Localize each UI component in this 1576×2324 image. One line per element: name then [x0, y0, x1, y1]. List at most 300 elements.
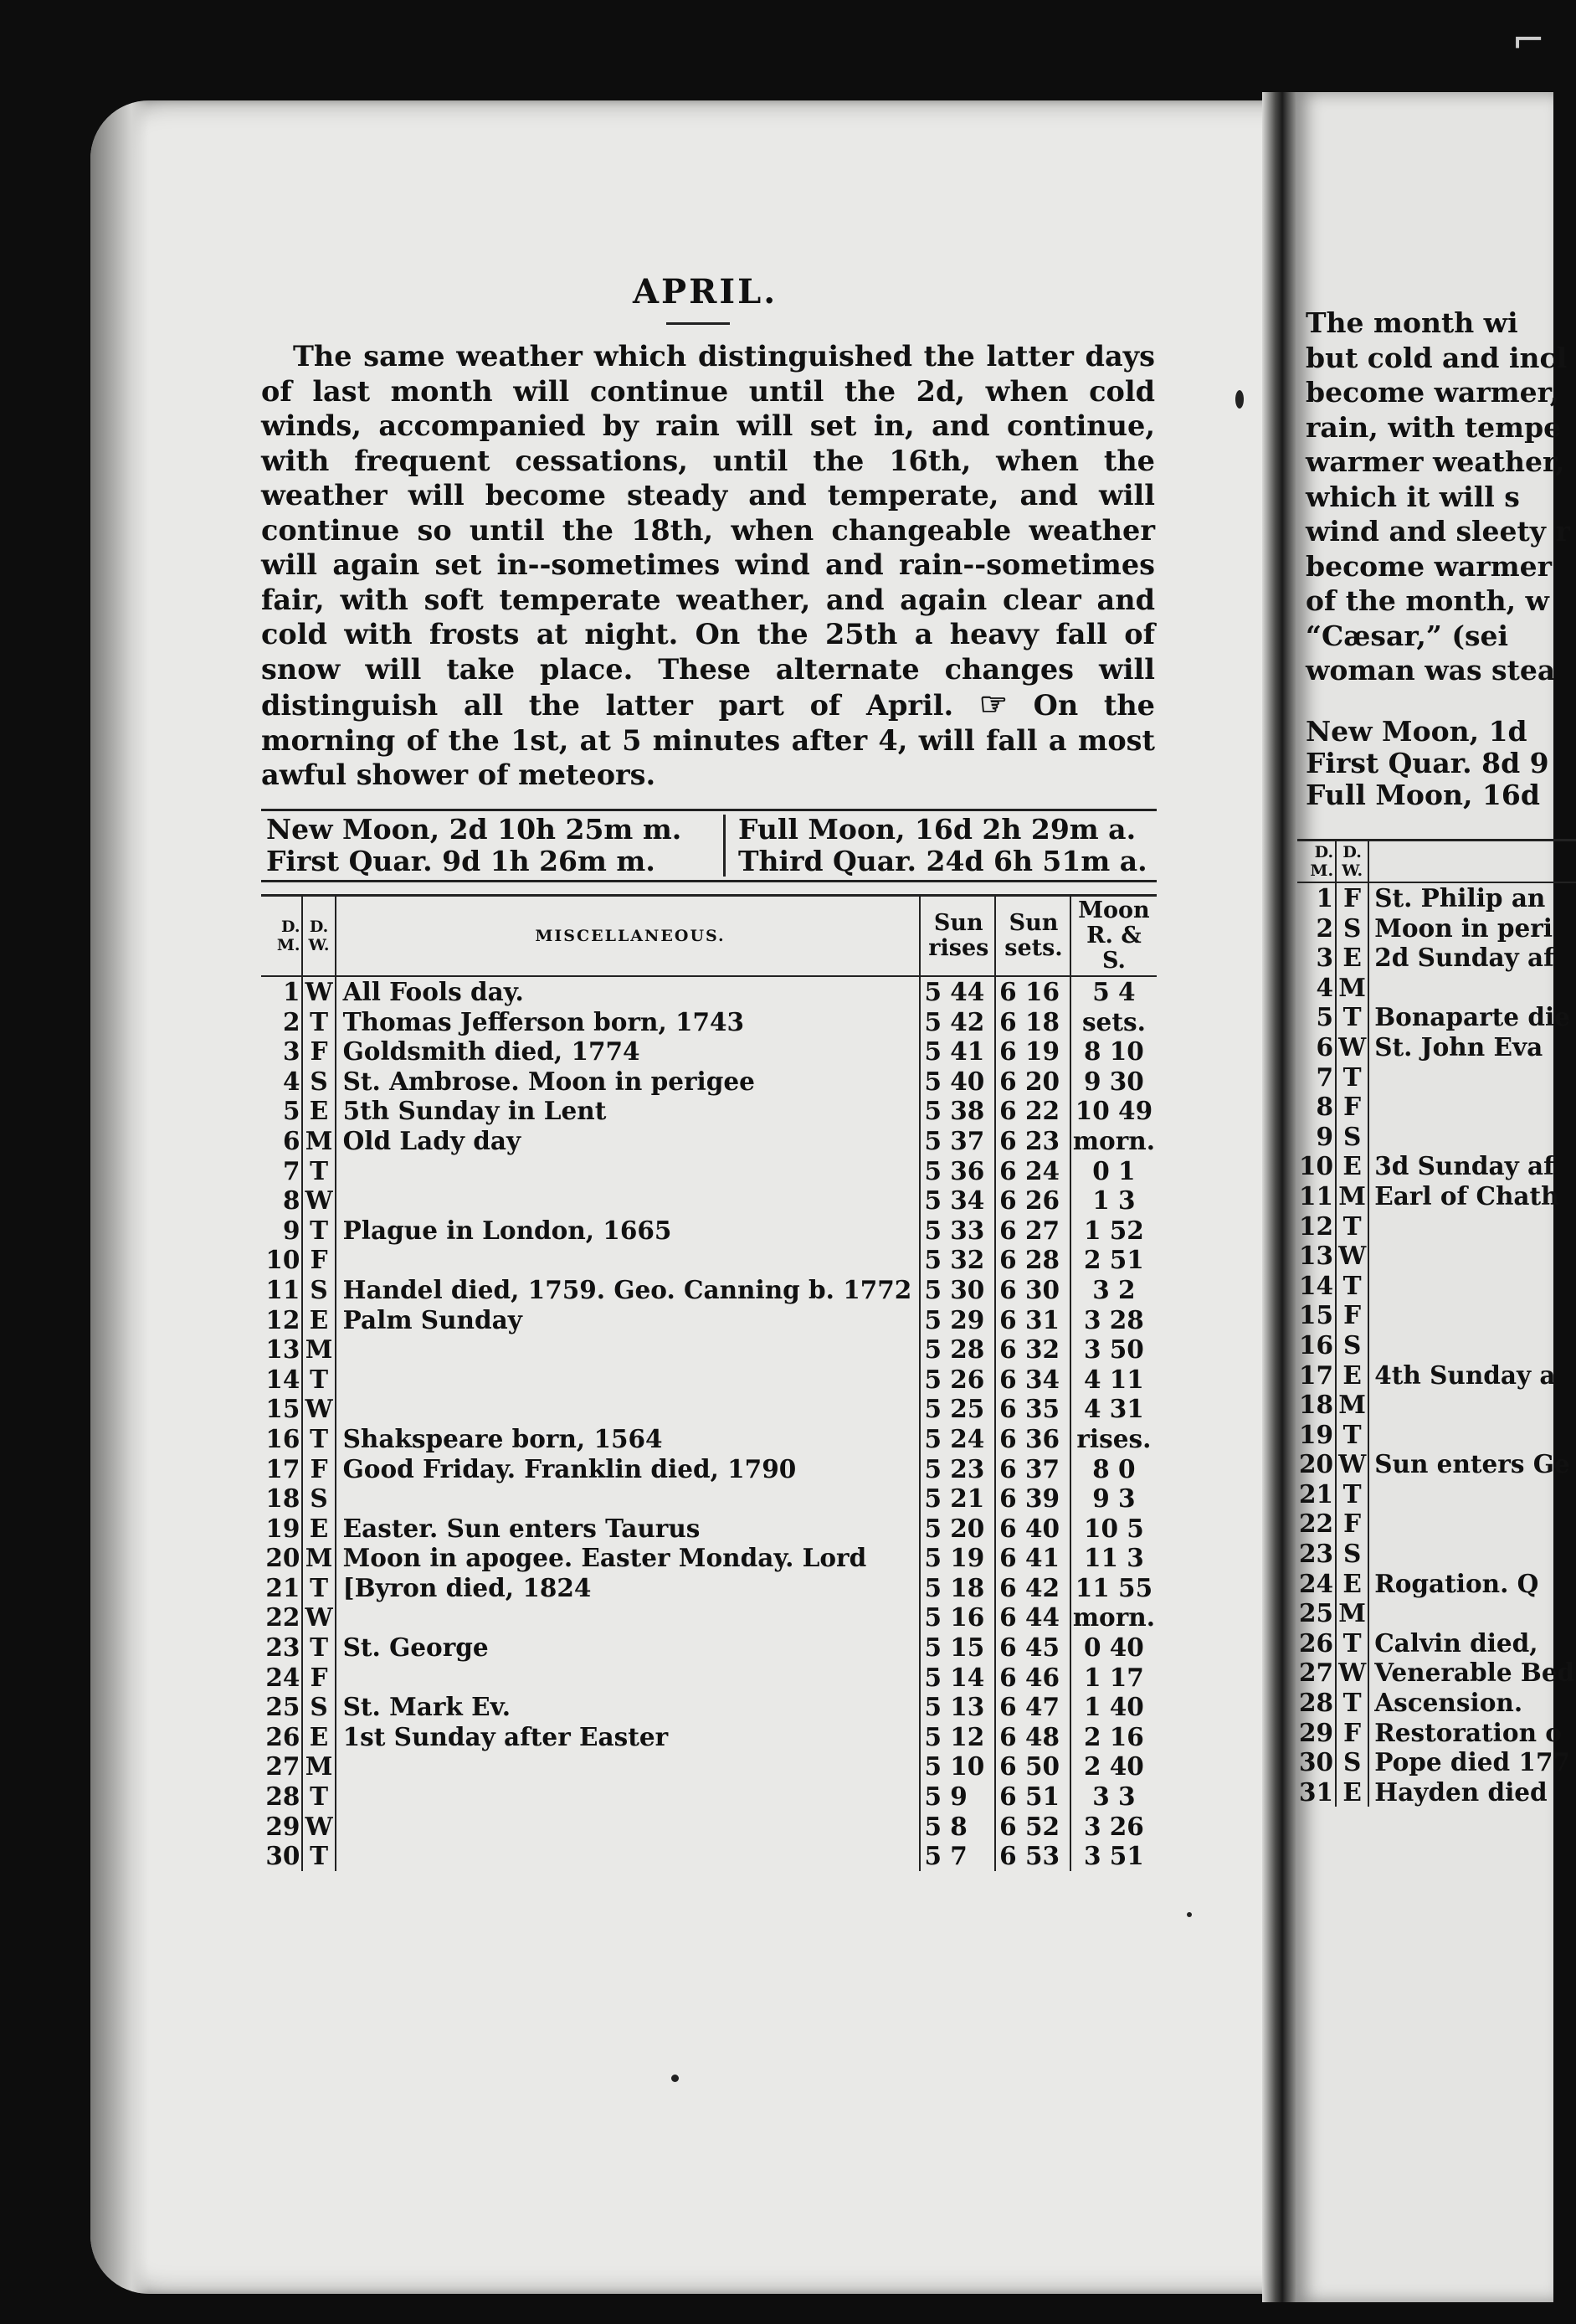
right-day-of-week: T	[1336, 1479, 1368, 1509]
sunrise-time: 5 9	[920, 1782, 995, 1812]
right-day-of-month: 29	[1299, 1717, 1334, 1747]
day-of-month: 15	[265, 1394, 300, 1424]
table-row	[261, 1245, 1157, 1275]
right-miscellaneous-note	[1368, 1211, 1576, 1242]
right-phase-line: First Quar. 8d 9	[1306, 747, 1549, 779]
sunrise-time: 5 41	[920, 1036, 995, 1067]
miscellaneous-note: All Fools day.	[342, 977, 524, 1006]
sunrise-time: 5 23	[920, 1454, 995, 1484]
right-day-of-week: S	[1336, 913, 1368, 943]
miscellaneous-note: Handel died, 1759. Geo. Canning b. 1772	[342, 1274, 912, 1304]
right-miscellaneous-note	[1368, 1390, 1576, 1420]
sunrise-time: 5 16	[920, 1602, 995, 1632]
moon-rise-set: 1 40	[1083, 1692, 1144, 1722]
sunrise-time: 5 19	[920, 1543, 995, 1573]
right-miscellaneous-note: 3d Sunday af	[1374, 1151, 1554, 1181]
right-day-of-week: T	[1336, 1420, 1368, 1450]
miscellaneous-note: St. Mark Ev.	[342, 1692, 511, 1722]
right-intro-line: rain, with tempe	[1306, 410, 1562, 444]
new-moon: New Moon, 2d 10h 25m m.	[266, 813, 682, 846]
moon-rise-set: morn.	[1072, 1125, 1155, 1155]
moon-rise-set: 2 16	[1083, 1721, 1144, 1751]
right-miscellaneous-note	[1368, 1479, 1576, 1509]
day-of-week: T	[302, 1841, 335, 1871]
moon-rise-set: 3 28	[1083, 1304, 1144, 1334]
right-day-of-week: W	[1336, 1241, 1368, 1271]
day-of-month: 21	[265, 1572, 300, 1602]
miscellaneous-note	[336, 1782, 921, 1812]
right-miscellaneous-note	[1368, 1539, 1576, 1569]
day-of-month: 10	[265, 1245, 300, 1275]
day-of-week: M	[302, 1334, 335, 1365]
table-row	[261, 1722, 1157, 1752]
table-row	[261, 1751, 1157, 1782]
table-row	[261, 1394, 1157, 1424]
moon-rise-set: 10 5	[1083, 1513, 1144, 1543]
right-day-of-week: M	[1336, 973, 1368, 1003]
right-miscellaneous-note: 4th Sunday a	[1374, 1360, 1556, 1390]
day-of-week: F	[302, 1454, 335, 1484]
sunset-time: 6 36	[995, 1424, 1070, 1454]
miscellaneous-note: Thomas Jefferson born, 1743	[342, 1006, 745, 1036]
right-day-of-month: 16	[1299, 1329, 1334, 1360]
day-of-month: 14	[265, 1364, 300, 1394]
first-quarter: First Quar. 9d 1h 26m m.	[266, 845, 655, 877]
right-miscellaneous-note	[1368, 1241, 1576, 1271]
right-intro-line: but cold and incl	[1306, 341, 1568, 374]
miscellaneous-note: Good Friday. Franklin died, 1790	[342, 1453, 797, 1483]
right-day-of-month: 5	[1316, 1002, 1334, 1032]
moon-rise-set: 4 31	[1083, 1394, 1144, 1424]
table-row	[261, 1573, 1157, 1603]
miscellaneous-note: Old Lady day	[342, 1125, 521, 1155]
moon-rise-set: 4 11	[1083, 1364, 1144, 1394]
sunset-time: 6 34	[995, 1365, 1070, 1395]
table-row	[261, 1812, 1157, 1842]
miscellaneous-note	[336, 1841, 921, 1871]
sunset-time: 6 19	[995, 1036, 1070, 1067]
sunrise-time: 5 28	[920, 1334, 995, 1365]
sunset-time: 6 35	[995, 1394, 1070, 1424]
header-day-of-month: D. M.	[261, 896, 302, 977]
table-row	[261, 1454, 1157, 1484]
right-header-misc	[1368, 841, 1576, 883]
right-table-row	[1297, 973, 1576, 1003]
day-of-month: 1	[282, 977, 300, 1006]
right-header-dw: D. W.	[1336, 841, 1368, 883]
day-of-week: T	[302, 1216, 335, 1246]
sunset-time: 6 42	[995, 1573, 1070, 1603]
table-row	[261, 1036, 1157, 1067]
miscellaneous-note: Goldsmith died, 1774	[342, 1036, 640, 1067]
right-miscellaneous-note: Rogation. Q	[1374, 1568, 1539, 1598]
sunset-time: 6 32	[995, 1334, 1070, 1365]
right-table-row	[1297, 1151, 1576, 1181]
day-of-week: S	[302, 1275, 335, 1305]
right-day-of-month: 12	[1299, 1211, 1334, 1241]
moon-rise-set: 10 49	[1075, 1096, 1153, 1126]
right-day-of-week: E	[1336, 1777, 1368, 1807]
right-table-row	[1297, 1747, 1576, 1777]
sunset-time: 6 27	[995, 1216, 1070, 1246]
table-row	[261, 1126, 1157, 1156]
right-phase-line: Full Moon, 16d	[1306, 779, 1540, 811]
sunrise-time: 5 44	[920, 976, 995, 1007]
day-of-week: T	[302, 1782, 335, 1812]
header-sunset: Sun sets.	[995, 896, 1070, 977]
right-day-of-month: 19	[1299, 1419, 1334, 1449]
right-day-of-week: S	[1336, 1539, 1368, 1569]
right-table-row	[1297, 1092, 1576, 1122]
right-day-of-month: 10	[1299, 1151, 1334, 1181]
miscellaneous-note: 1st Sunday after Easter	[342, 1721, 669, 1751]
sunrise-time: 5 14	[920, 1663, 995, 1693]
table-row	[261, 1216, 1157, 1246]
day-of-month: 12	[265, 1304, 300, 1334]
right-day-of-month: 27	[1299, 1658, 1334, 1688]
day-of-month: 3	[282, 1036, 300, 1067]
sunset-time: 6 30	[995, 1275, 1070, 1305]
right-table-row	[1297, 1032, 1576, 1062]
day-of-week: T	[302, 1632, 335, 1663]
miscellaneous-note: Easter. Sun enters Taurus	[342, 1513, 701, 1543]
miscellaneous-note: Moon in apogee. Easter Monday. Lord	[342, 1543, 867, 1573]
right-intro-line: of the month, w	[1306, 584, 1549, 617]
right-intro-line: warmer weather,	[1306, 445, 1565, 478]
day-of-month: 18	[265, 1483, 300, 1514]
right-day-of-week: S	[1336, 1747, 1368, 1777]
table-row	[261, 1067, 1157, 1097]
title-rule	[666, 322, 730, 325]
day-of-month: 17	[265, 1453, 300, 1483]
sunrise-time: 5 8	[920, 1812, 995, 1842]
header-moon: Moon R. & S.	[1070, 896, 1157, 977]
right-day-of-month: 18	[1299, 1390, 1334, 1420]
moon-rise-set: 1 17	[1083, 1662, 1144, 1692]
right-miscellaneous-note: Restoration o	[1374, 1717, 1562, 1747]
right-day-of-month: 11	[1299, 1180, 1334, 1211]
phases-left	[266, 814, 681, 877]
sunrise-time: 5 21	[920, 1483, 995, 1514]
sunrise-time: 5 29	[920, 1305, 995, 1335]
right-calendar-table	[1297, 839, 1576, 1807]
right-table-row	[1297, 1241, 1576, 1271]
right-table-row	[1297, 1330, 1576, 1360]
sunrise-time: 5 30	[920, 1275, 995, 1305]
sunset-time: 6 53	[995, 1841, 1070, 1871]
day-of-week: M	[302, 1126, 335, 1156]
table-row	[261, 1602, 1157, 1632]
day-of-month: 13	[265, 1334, 300, 1365]
right-table-row	[1297, 913, 1576, 943]
day-of-week: M	[302, 1543, 335, 1573]
right-day-of-month: 28	[1299, 1688, 1334, 1718]
moon-rise-set: 1 52	[1083, 1215, 1144, 1245]
day-of-week: W	[302, 976, 335, 1007]
sunrise-time: 5 15	[920, 1632, 995, 1663]
table-row	[261, 1483, 1157, 1514]
sunset-time: 6 51	[995, 1782, 1070, 1812]
right-day-of-week: T	[1336, 1271, 1368, 1301]
right-day-of-week: E	[1336, 943, 1368, 973]
right-day-of-week: W	[1336, 1032, 1368, 1062]
miscellaneous-note	[336, 1365, 921, 1395]
day-of-month: 28	[265, 1782, 300, 1812]
right-miscellaneous-note: 2d Sunday af	[1374, 943, 1554, 973]
sunset-time: 6 50	[995, 1751, 1070, 1782]
table-row	[261, 1305, 1157, 1335]
right-intro-line: become warmer	[1306, 549, 1553, 583]
right-day-of-month: 15	[1299, 1300, 1334, 1330]
day-of-month: 27	[265, 1751, 300, 1782]
right-miscellaneous-note: St. John Eva	[1374, 1031, 1543, 1062]
right-miscellaneous-note: Bonaparte die	[1374, 1002, 1570, 1032]
table-row	[261, 1096, 1157, 1126]
table-row	[261, 1275, 1157, 1305]
right-miscellaneous-note: Venerable Bed	[1374, 1658, 1575, 1688]
right-day-of-month: 4	[1316, 972, 1334, 1002]
day-of-week: F	[302, 1245, 335, 1275]
sunrise-time: 5 25	[920, 1394, 995, 1424]
right-header-dm: D. M.	[1297, 841, 1336, 883]
miscellaneous-note: St. George	[342, 1632, 489, 1663]
header-sunrise: Sun rises	[920, 896, 995, 977]
right-miscellaneous-note: St. Philip an	[1374, 883, 1546, 913]
right-miscellaneous-note	[1368, 973, 1576, 1003]
scan-corner-mark: ⌐	[1512, 17, 1546, 64]
table-row	[261, 1543, 1157, 1573]
day-of-week: T	[302, 1007, 335, 1037]
right-day-of-month: 8	[1316, 1092, 1334, 1122]
right-miscellaneous-note	[1368, 1300, 1576, 1330]
day-of-month: 11	[265, 1274, 300, 1304]
right-day-of-week: F	[1336, 1092, 1368, 1122]
right-day-of-month: 17	[1299, 1360, 1334, 1390]
right-table-row	[1297, 1688, 1576, 1718]
day-of-week: E	[302, 1096, 335, 1126]
sunrise-time: 5 26	[920, 1365, 995, 1395]
right-table-row	[1297, 1509, 1576, 1539]
sunrise-time: 5 42	[920, 1007, 995, 1037]
day-of-week: E	[302, 1722, 335, 1752]
table-row	[261, 1334, 1157, 1365]
right-day-of-month: 9	[1316, 1121, 1334, 1151]
moon-rise-set: 8 0	[1092, 1453, 1136, 1483]
right-table-row	[1297, 1569, 1576, 1599]
right-miscellaneous-note: Hayden died	[1374, 1776, 1548, 1807]
moon-rise-set: 11 3	[1083, 1543, 1144, 1573]
moon-rise-set: 0 40	[1083, 1632, 1144, 1663]
right-miscellaneous-note	[1368, 1092, 1576, 1122]
right-day-of-month: 23	[1299, 1539, 1334, 1569]
day-of-week: F	[302, 1663, 335, 1693]
day-of-week: S	[302, 1692, 335, 1722]
right-day-of-week: F	[1336, 882, 1368, 913]
right-intro-line: The month wi	[1306, 306, 1518, 339]
moon-rise-set: 2 51	[1083, 1245, 1144, 1275]
right-miscellaneous-note: Sun enters Ge	[1374, 1449, 1570, 1479]
moon-rise-set: 3 3	[1092, 1782, 1136, 1812]
right-day-of-week: F	[1336, 1718, 1368, 1748]
scan-speck	[1187, 1912, 1192, 1917]
table-row	[261, 1692, 1157, 1722]
moon-rise-set: 8 10	[1083, 1036, 1144, 1067]
right-day-of-week: S	[1336, 1122, 1368, 1152]
moon-rise-set: morn.	[1072, 1602, 1155, 1632]
day-of-month: 23	[265, 1632, 300, 1663]
day-of-month: 19	[265, 1513, 300, 1543]
sunrise-time: 5 13	[920, 1692, 995, 1722]
day-of-month: 8	[282, 1185, 300, 1216]
day-of-week: T	[302, 1156, 335, 1186]
table-row	[261, 1365, 1157, 1395]
right-day-of-week: E	[1336, 1151, 1368, 1181]
sunset-time: 6 40	[995, 1514, 1070, 1544]
sunset-time: 6 18	[995, 1007, 1070, 1037]
right-day-of-week: F	[1336, 1300, 1368, 1330]
moon-rise-set: 3 50	[1083, 1334, 1144, 1365]
right-miscellaneous-note	[1368, 1598, 1576, 1628]
right-table-row	[1297, 1122, 1576, 1152]
day-of-month: 16	[265, 1423, 300, 1453]
scan-speck	[671, 2075, 679, 2082]
table-row	[261, 1007, 1157, 1037]
moon-rise-set: 3 2	[1092, 1274, 1136, 1304]
sunset-time: 6 28	[995, 1245, 1070, 1275]
miscellaneous-note: Plague in London, 1665	[342, 1215, 672, 1245]
day-of-month: 20	[265, 1543, 300, 1573]
right-day-of-week: M	[1336, 1181, 1368, 1211]
right-day-of-week: F	[1336, 1509, 1368, 1539]
sunrise-time: 5 7	[920, 1841, 995, 1871]
pointing-hand-icon: ☞	[978, 685, 1008, 722]
table-row	[261, 1156, 1157, 1186]
moon-rise-set: 1 3	[1092, 1185, 1136, 1216]
right-table-row	[1297, 1002, 1576, 1032]
right-table-row	[1297, 1449, 1576, 1479]
sunset-time: 6 37	[995, 1454, 1070, 1484]
miscellaneous-note	[336, 1185, 921, 1216]
moon-rise-set: rises.	[1076, 1423, 1152, 1453]
sunset-time: 6 24	[995, 1156, 1070, 1186]
table-row	[261, 1514, 1157, 1544]
right-table-row	[1297, 1598, 1576, 1628]
right-day-of-week: M	[1336, 1598, 1368, 1628]
right-miscellaneous-note	[1368, 1509, 1576, 1539]
weather-forecast	[261, 339, 1155, 793]
phase-divider	[723, 815, 726, 877]
miscellaneous-note	[336, 1245, 921, 1275]
moon-rise-set: 3 26	[1083, 1811, 1144, 1841]
sunrise-time: 5 36	[920, 1156, 995, 1186]
sunset-time: 6 45	[995, 1632, 1070, 1663]
right-miscellaneous-note	[1368, 1122, 1576, 1152]
day-of-month: 9	[282, 1215, 300, 1245]
moon-rise-set: 5 4	[1092, 977, 1136, 1006]
right-day-of-month: 22	[1299, 1509, 1334, 1539]
right-day-of-month: 31	[1299, 1776, 1334, 1807]
day-of-month: 7	[282, 1155, 300, 1185]
sunrise-time: 5 34	[920, 1185, 995, 1216]
day-of-week: M	[302, 1751, 335, 1782]
page-gutter	[1262, 92, 1296, 2302]
day-of-week: E	[302, 1305, 335, 1335]
day-of-month: 5	[282, 1096, 300, 1126]
forecast-meteor-note: On the morning of the 1st, at 5 minutes after 4, will fall a most awful shower of meteors.	[261, 689, 1155, 791]
miscellaneous-note: St. Ambrose. Moon in perigee	[342, 1066, 755, 1096]
right-day-of-month: 3	[1316, 943, 1334, 973]
right-day-of-week: E	[1336, 1569, 1368, 1599]
right-table-row	[1297, 1360, 1576, 1391]
miscellaneous-note: [Byron died, 1824	[342, 1572, 592, 1602]
right-table-row	[1297, 1181, 1576, 1211]
right-intro-line: “Cæsar,” (sei	[1306, 619, 1509, 652]
sunrise-time: 5 18	[920, 1573, 995, 1603]
day-of-week: T	[302, 1573, 335, 1603]
moon-rise-set: 9 3	[1092, 1483, 1136, 1514]
right-miscellaneous-note	[1368, 1271, 1576, 1301]
right-intro	[1306, 306, 1570, 688]
miscellaneous-note	[336, 1394, 921, 1424]
moon-rise-set: 11 55	[1075, 1572, 1153, 1602]
right-table-row	[1297, 1539, 1576, 1569]
day-of-month: 4	[282, 1066, 300, 1096]
right-intro-line: wind and sleety r	[1306, 515, 1570, 548]
day-of-month: 24	[265, 1662, 300, 1692]
right-miscellaneous-note: Earl of Chath	[1374, 1180, 1559, 1211]
sunset-time: 6 23	[995, 1126, 1070, 1156]
sunrise-time: 5 12	[920, 1722, 995, 1752]
day-of-week: F	[302, 1036, 335, 1067]
right-day-of-week: M	[1336, 1390, 1368, 1420]
right-day-of-month: 1	[1316, 883, 1334, 913]
day-of-week: W	[302, 1394, 335, 1424]
moon-rise-set: 9 30	[1083, 1066, 1144, 1096]
right-miscellaneous-note	[1368, 1330, 1576, 1360]
right-table-row	[1297, 1479, 1576, 1509]
right-phase-line: New Moon, 1d	[1306, 715, 1527, 748]
sunset-time: 6 31	[995, 1305, 1070, 1335]
table-row	[261, 976, 1157, 1007]
miscellaneous-note: Palm Sunday	[342, 1304, 522, 1334]
right-table-row	[1297, 1062, 1576, 1093]
right-day-of-week: E	[1336, 1360, 1368, 1391]
table-row	[261, 1632, 1157, 1663]
moon-rise-set: 0 1	[1092, 1155, 1136, 1185]
right-day-of-week: T	[1336, 1062, 1368, 1093]
miscellaneous-note: 5th Sunday in Lent	[342, 1096, 607, 1126]
sunrise-time: 5 32	[920, 1245, 995, 1275]
right-miscellaneous-note: Ascension.	[1374, 1688, 1523, 1718]
forecast-text: The same weather which distinguished the latter days of last month will continue until the 2d, when cold winds, accompanied by rain will set in, and continue, with frequent cessations, until the 16th, when the weather will become steady and temperate, and will continue so until the 18th, when changeable weather will again set in--sometimes wind and rain--sometimes fair, with soft temperate weather, and again clear and cold with frosts at night. On the 25th a heavy fall of snow will take place. These alternate changes will distinguish all the latter part of April.	[261, 340, 1155, 722]
day-of-week: S	[302, 1483, 335, 1514]
sunrise-time: 5 10	[920, 1751, 995, 1782]
right-day-of-month: 2	[1316, 913, 1334, 943]
sunset-time: 6 52	[995, 1812, 1070, 1842]
right-day-of-month: 13	[1299, 1241, 1334, 1271]
right-intro-line: become warmer,	[1306, 376, 1560, 409]
moon-rise-set: sets.	[1081, 1006, 1146, 1036]
day-of-week: E	[302, 1514, 335, 1544]
right-day-of-week: T	[1336, 1688, 1368, 1718]
day-of-week: W	[302, 1812, 335, 1842]
phases-right	[738, 814, 1147, 877]
right-day-of-month: 21	[1299, 1478, 1334, 1509]
day-of-month: 29	[265, 1811, 300, 1841]
right-day-of-month: 6	[1316, 1031, 1334, 1062]
sunset-time: 6 20	[995, 1067, 1070, 1097]
right-day-of-month: 20	[1299, 1449, 1334, 1479]
